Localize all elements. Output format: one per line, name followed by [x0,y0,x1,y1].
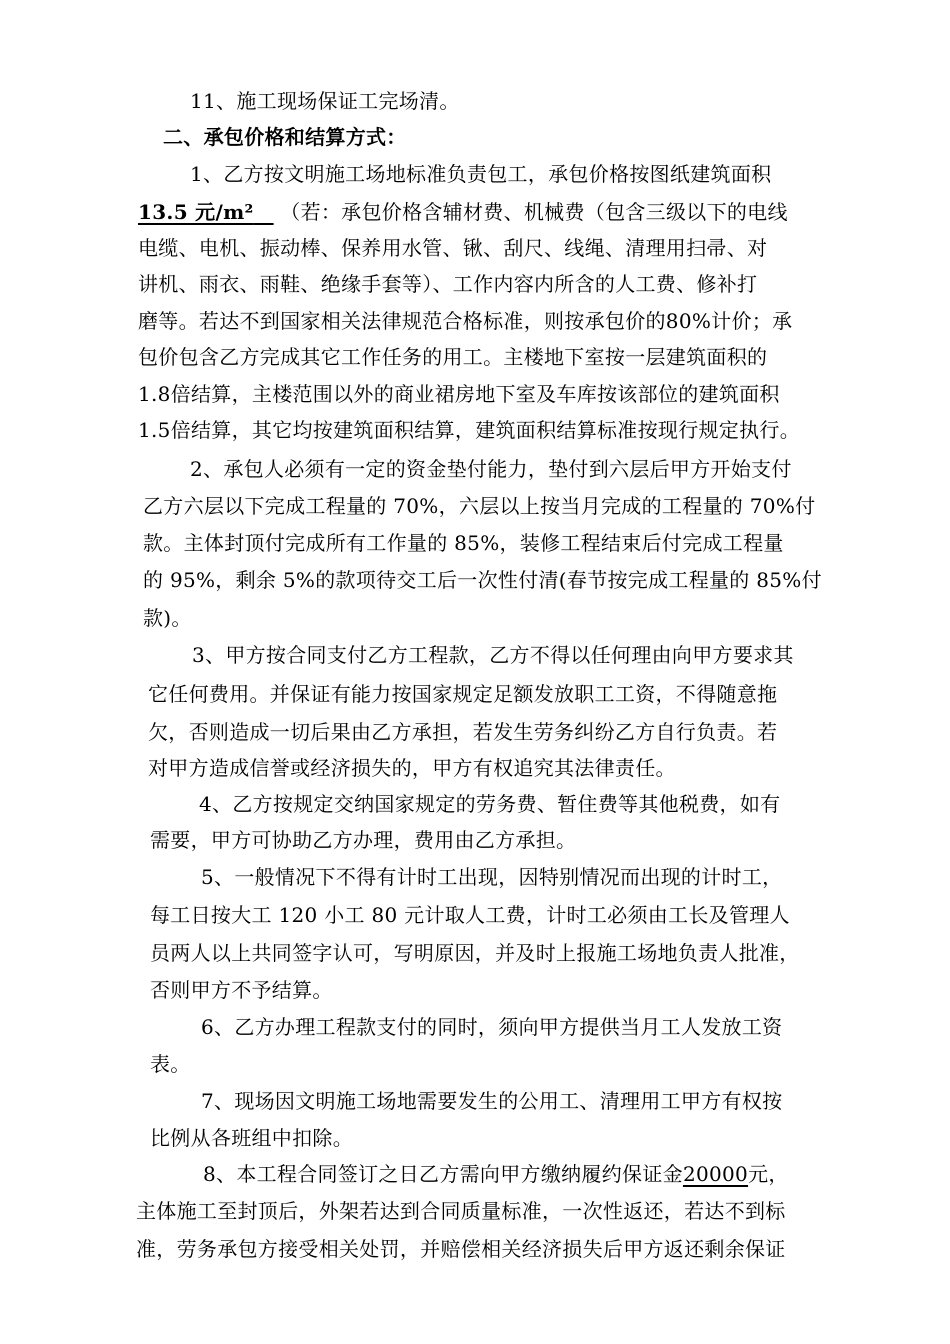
para-7-line-1: 7、现场因文明施工场地需要发生的公用工、清理用工甲方有权按 [201,1089,783,1113]
para-1-line-2-text: （若：承包价格含辅材费、机械费（包含三级以下的电线 [280,200,788,224]
para-8-line-1-end: 元， [748,1162,789,1186]
para-1-line-7: 1.8倍结算，主楼范围以外的商业裙房地下室及车库按该部位的建筑面积 [138,382,780,406]
para-2-line-2: 乙方六层以下完成工程量的 70%，六层以上按当月完成的工程量的 70%付 [143,494,816,518]
para-1-line-4: 讲机、雨衣、雨鞋、绝缘手套等）、工作内容内所含的人工费、修补打 [138,272,758,296]
para-8-line-2: 主体施工至封顶后，外架若达到合同质量标准，一次性返还，若达不到标 [136,1199,786,1223]
para-1-line-1: 1、乙方按文明施工场地标准负责包工，承包价格按图纸建筑面积 [190,162,772,186]
para-1-line-3: 电缆、电机、振动棒、保养用水管、锹、刮尺、线绳、清理用扫帚、对 [138,236,768,260]
unit-price: 13.5 元/m² [138,200,254,224]
para-3-line-4: 对甲方造成信誉或经济损失的，甲方有权追究其法律责任。 [148,756,676,780]
para-2-line-1: 2、承包人必须有一定的资金垫付能力，垫付到六层后甲方开始支付 [190,457,792,481]
para-6-line-1: 6、乙方办理工程款支付的同时，须向甲方提供当月工人发放工资 [201,1015,783,1039]
para-5-line-1: 5、一般情况下不得有计时工出现，因特别情况而出现的计时工， [201,865,783,889]
para-1-line-8: 1.5倍结算，其它均按建筑面积结算，建筑面积结算标准按现行规定执行。 [138,418,801,442]
para-7-line-2: 比例从各班组中扣除。 [150,1126,353,1150]
para-2-line-5: 款)。 [143,606,192,630]
para-8-line-1-text: 8、本工程合同签订之日乙方需向甲方缴纳履约保证金 [203,1162,683,1186]
para-1-line-6: 包价包含乙方完成其它工作任务的用工。主楼地下室按一层建筑面积的 [138,345,768,369]
para-5-line-3: 员两人以上共同签字认可，写明原因，并及时上报施工场地负责人批准， [150,941,800,965]
para-6-line-2: 表。 [150,1052,191,1076]
para-1-line-2 [138,198,788,226]
para-3-line-3: 欠，否则造成一切后果由乙方承担，若发生劳务纠纷乙方自行负责。若 [148,720,778,744]
para-4-line-1: 4、乙方按规定交纳国家规定的劳务费、暂住费等其他税费，如有 [199,792,781,816]
para-1-line-5: 磨等。若达不到国家相关法律规范合格标准，则按承包价的80%计价；承 [138,309,793,333]
para-4-line-2: 需要，甲方可协助乙方办理，费用由乙方承担。 [150,828,577,852]
para-5-line-4: 否则甲方不予结算。 [150,978,333,1002]
para-2-line-3: 款。主体封顶付完成所有工作量的 85%，装修工程结束后付完成工程量 [143,531,784,555]
para-3-line-1: 3、甲方按合同支付乙方工程款，乙方不得以任何理由向甲方要求其 [192,643,794,667]
deposit-amount: 20000 [682,1162,749,1186]
para-5-line-2: 每工日按大工 120 小工 80 元计取人工费，计时工必须由工长及管理人 [150,903,790,927]
para-3-line-2: 它任何费用。并保证有能力按国家规定足额发放职工工资，不得随意拖 [148,682,778,706]
section-heading-2: 二、承包价格和结算方式： [163,125,407,149]
clause-11: 11、施工现场保证工完场清。 [190,89,460,113]
para-8-line-1 [203,1160,789,1188]
para-2-line-4: 的 95%，剩余 5%的款项待交工后一次性付清(春节按完成工程量的 85%付 [143,568,822,592]
para-8-line-3: 准，劳务承包方接受相关处罚，并赔偿相关经济损失后甲方返还剩余保证 [136,1237,786,1261]
